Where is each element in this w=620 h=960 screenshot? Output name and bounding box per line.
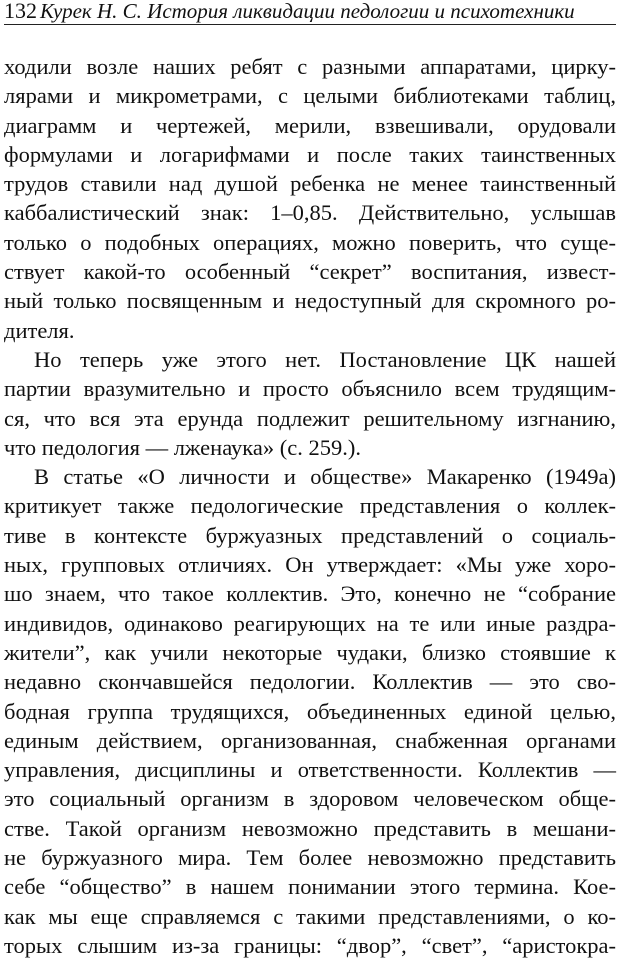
text-line: стве. Такой организм невозможно представить в мешани- <box>4 815 616 841</box>
text-line: лярами и микрометрами, с целыми библиотеками таблиц, <box>4 83 616 109</box>
text-line: что педология — лженаука» (с. 259.). <box>4 434 361 460</box>
text-line: ных, групповых отличиях. Он утверждает: «Мы уже хоро- <box>4 552 616 578</box>
text-line: недавно скончавшейся педологии. Коллектив — это сво- <box>4 669 616 695</box>
text-line: индивидов, одинаково реагирующих на те или иные раздра- <box>4 610 616 636</box>
text-line: ся, что вся эта ерунда подлежит решительному изгнанию, <box>4 405 616 431</box>
text-line: партии вразумительно и просто объяснило всем трудящим- <box>4 376 616 402</box>
text-line: критикует также педологические представления о коллек- <box>4 493 616 519</box>
text-line: бодная группа трудящихся, объединенных единой целью, <box>4 698 616 724</box>
text-line: формулами и логарифмами и после таких таинственных <box>4 141 616 167</box>
page-header <box>4 0 616 25</box>
page-number: 132 <box>4 0 37 23</box>
text-line: каббалистический знак: 1–0,85. Действительно, услышав <box>4 200 616 226</box>
text-line: шо знаем, что такое коллектив. Это, конечно не “собрание <box>4 581 616 607</box>
text-line: ствует какой-то особенный “секрет” воспитания, извест- <box>4 259 616 285</box>
text-line: управления, дисциплины и ответственности. Коллектив — <box>4 757 616 783</box>
text-line: В статье «О личности и обществе» Макаренко (1949а) <box>34 464 616 490</box>
text-line: диаграмм и чертежей, мерили, взвешивали, орудовали <box>4 112 616 138</box>
text-line: ный только посвященным и недоступный для скромного ро- <box>4 288 616 314</box>
text-line: как мы еще справляемся с такими представлениями, о ко- <box>4 903 616 929</box>
body-text <box>4 52 616 960</box>
text-line: трудов ставили над душой ребенка не менее таинственный <box>4 171 616 197</box>
running-head: Курек Н. С. История ликвидации педологии и психотехники <box>40 0 575 23</box>
text-line: это социальный организм в здоровом человеческом обще- <box>4 786 616 812</box>
text-line: ходили возле наших ребят с разными аппаратами, цирку- <box>4 54 616 79</box>
text-line: торых слышим из-за границы: “двор”, “свет”, “аристокра- <box>4 932 616 958</box>
text-line: только о подобных операциях, можно поверить, что суще- <box>4 229 616 255</box>
text-line: единым действием, организованная, снабженная органами <box>4 727 616 753</box>
text-line: не буржуазного мира. Тем более невозможно представить <box>4 845 616 871</box>
text-line: тиве в контексте буржуазных представлений о социаль- <box>4 522 616 548</box>
text-line: жители”, как учили некоторые чудаки, близко стоявшие к <box>4 639 616 665</box>
text-line: Но теперь уже этого нет. Постановление ЦК нашей <box>34 346 616 372</box>
text-line: себе “общество” в нашем понимании этого термина. Кое- <box>4 874 616 900</box>
text-line: дителя. <box>4 317 75 343</box>
